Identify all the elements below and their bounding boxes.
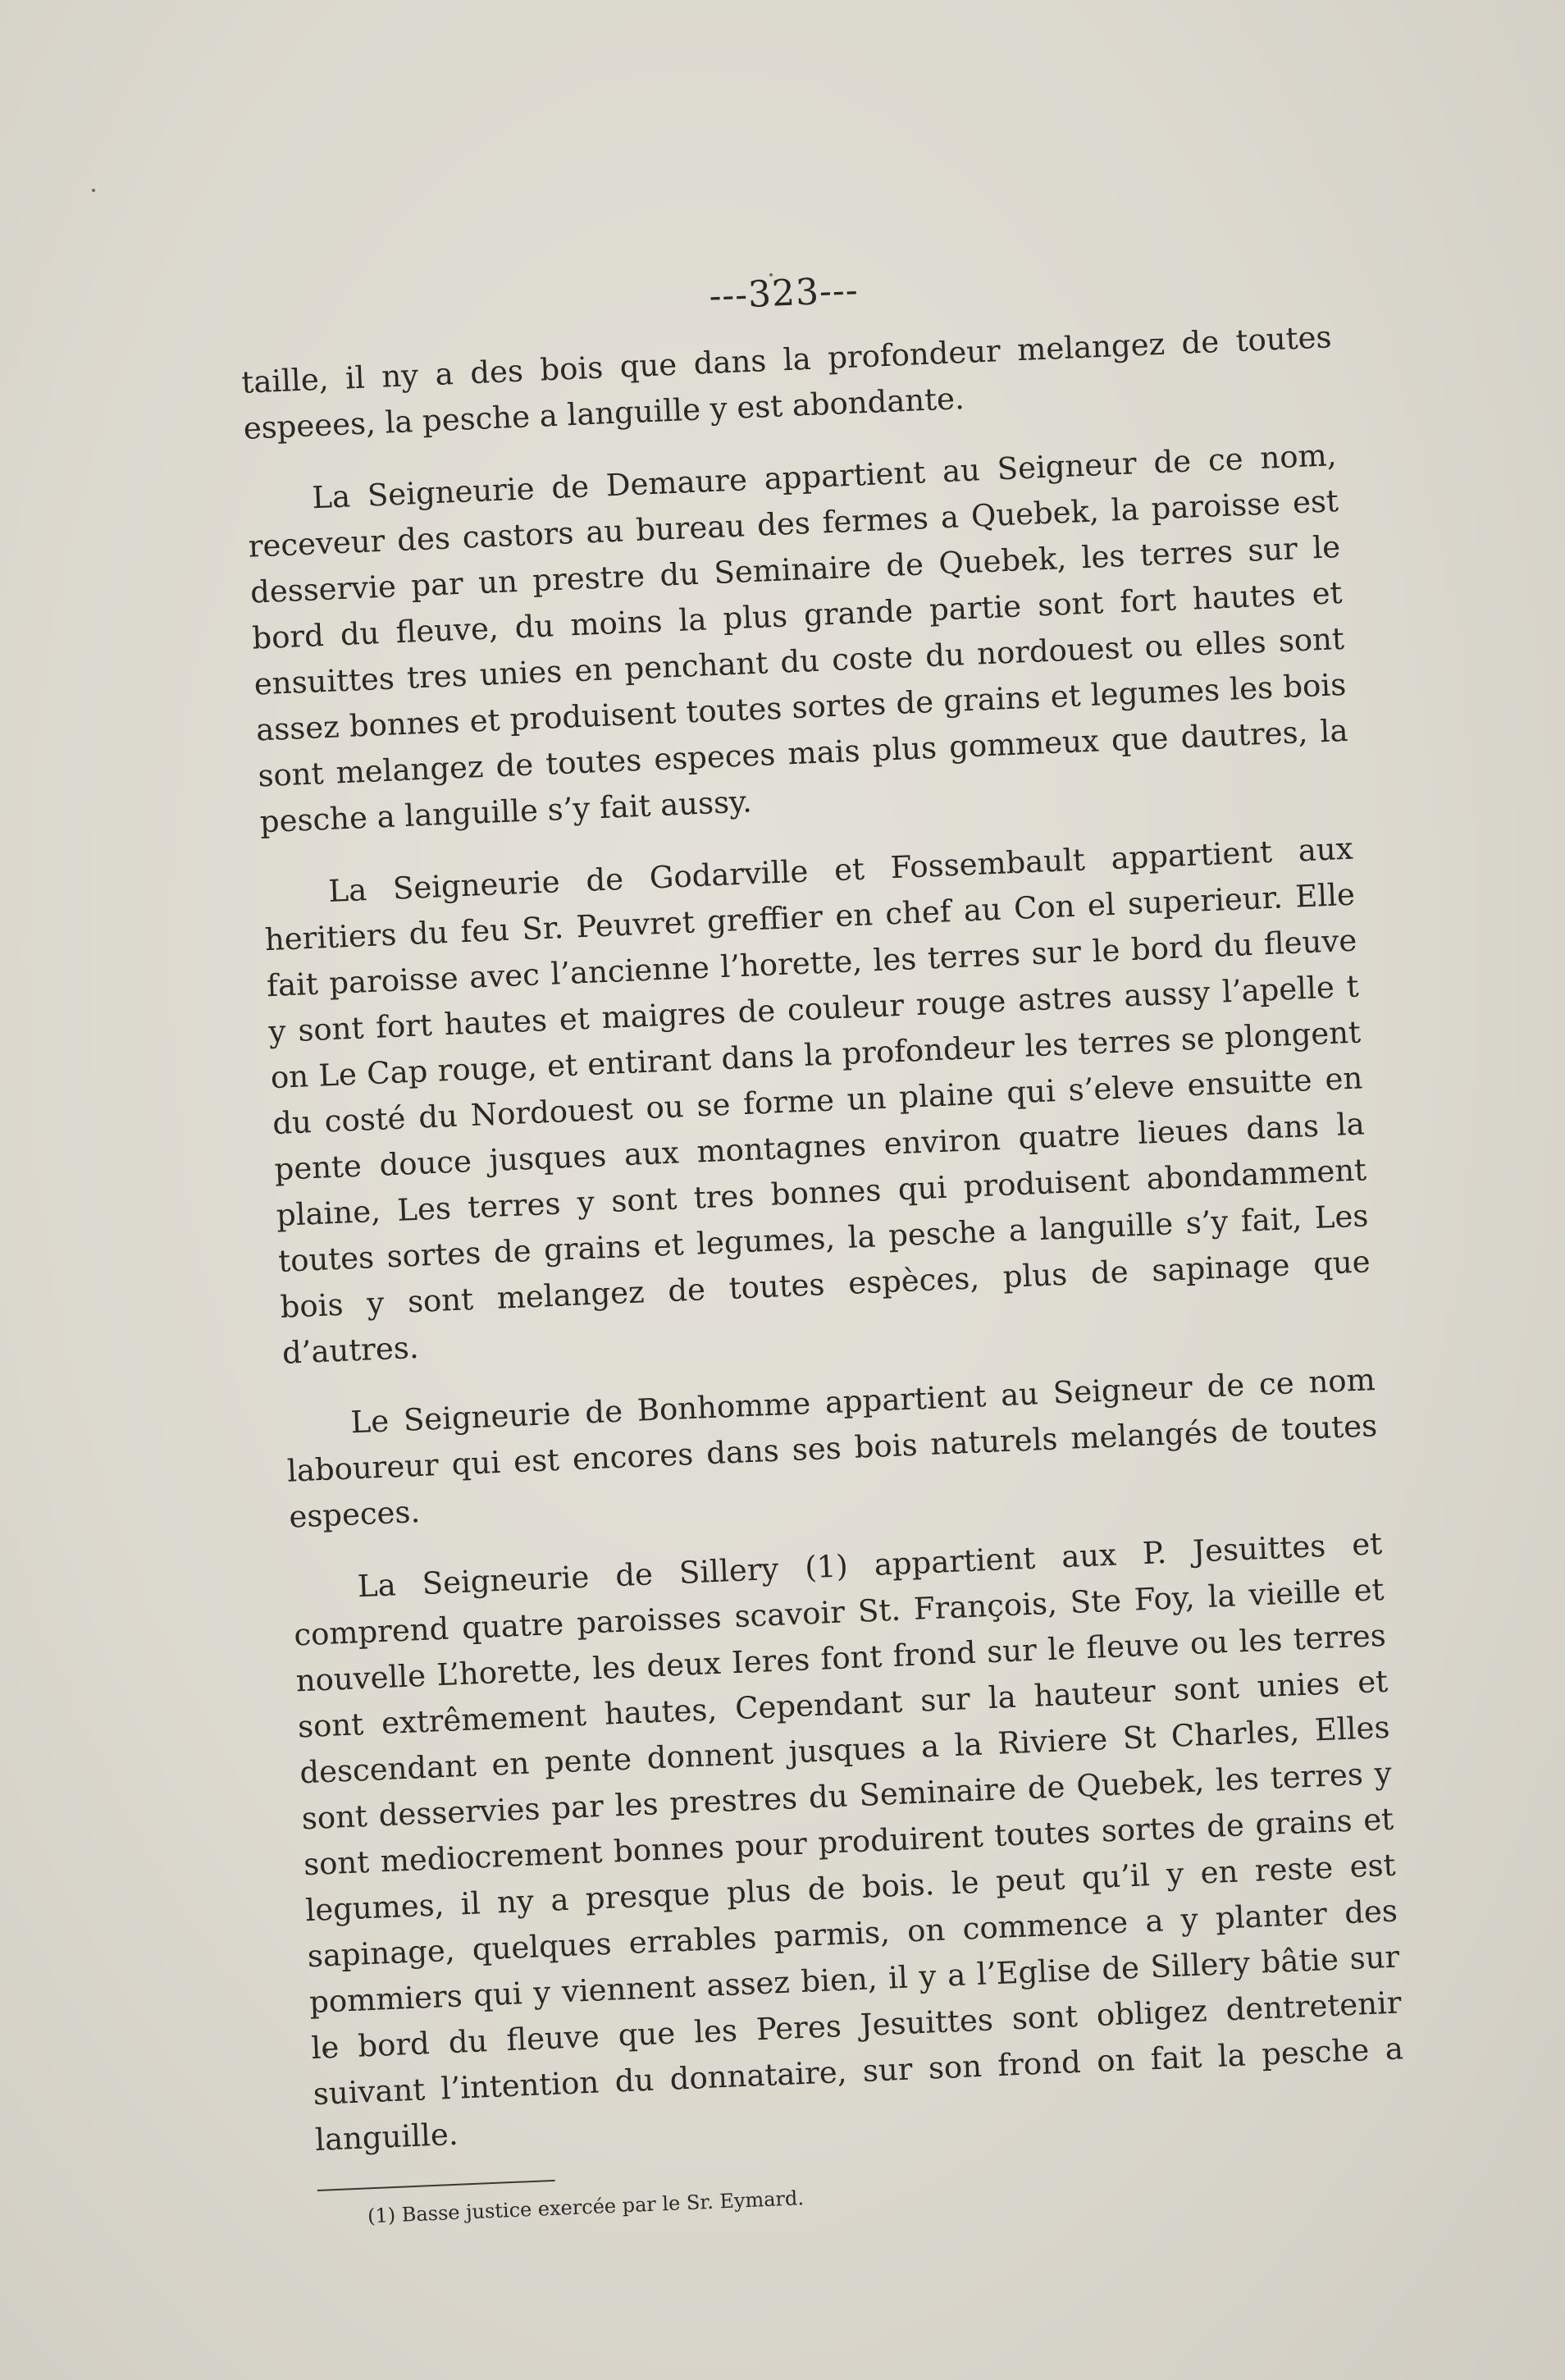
paper-speck xyxy=(92,189,95,192)
paragraph-godarville: La Seigneurie de Godarville et Fossembault appartient aux heritiers du feu Sr. Peuvret greffier en chef au Con el superieur. Elle fait paroisse avec l’ancienne l’horette, les terres sur le bord du fleuve y sont fort hautes et maigres de couleur rouge astres aussy l’apelle t on Le Cap rouge, et entirant dans la profondeur les terres se plongent du costé du Nordouest ou se forme un plaine qui s’eleve ensuitte en pente douce jusques aux montagnes environ quatre lieues dans la plaine, Les terres y sont tres bonnes qui produisent abondamment toutes sortes de grains et legumes, la pesche a languille s’y fait, Les bois y sont melangez de toutes espèces, plus de sapinage que d’autres. xyxy=(264,830,1371,1371)
paragraph-sillery: La Seigneurie de Sillery (1) appartient aux P. Jesuittes et comprend quatre paroisses scavoir St. François, Ste Foy, la vieille et nouvelle L’horette, les deux Ieres font frond sur le fleuve ou les terres sont extrêmement hautes, Cependant sur la hauteur sont unies et descendant en pente donnent jusques a la Riviere St Charles, Elles sont desservies par les prestres du Seminaire de Quebek, les terres y sont mediocrement bonnes pour produirent toutes sortes de grains et legumes, il ny a presque plus de bois. le peut qu’il y en reste est sapinage, quelques errables parmis, on commence a y planter des pommiers qui y viennent assez bien, il y a l’Eglise de Sillery bâtie sur le bord du fleuve que les Peres Jesuittes sont obligez dentretenir suivant l’intention du donnataire, sur son frond on fait la pesche a languille. xyxy=(293,1525,1404,2158)
page-text-block xyxy=(238,249,1409,2232)
paragraph-continuation: taille, il ny a des bois que dans la profondeur melangez de toutes espeees, la pesche a languille y est abondante. xyxy=(240,319,1333,446)
paragraph-demaure: La Seigneurie de Demaure appartient au Seigneur de ce nom, receveur des castors au bureau des fermes a Quebek, la paroisse est desservie par un prestre du Seminaire de Quebek, les terres sur le bord du fleuve, du moins la plus grande partie sont fort hautes et ensuittes tres unies en penchant du coste du nordouest ou elles sont assez bonnes et produisent toutes sortes de grains et legumes les bois sont melangez de toutes especes mais plus gommeux que dautres, la pesche a languille s’y fait aussy. xyxy=(247,437,1349,840)
footnote-divider xyxy=(317,2180,555,2191)
paragraph-bonhomme: Le Seigneurie de Bonhomme appartient au Seigneur de ce nom laboureur qui est encores dans ses bois naturels melangés de toutes especes. xyxy=(286,1362,1378,1535)
footnote: (1) Basse justice exercée par le Sr. Eymard. xyxy=(367,2186,805,2228)
page-number: ---323--- xyxy=(708,269,860,317)
